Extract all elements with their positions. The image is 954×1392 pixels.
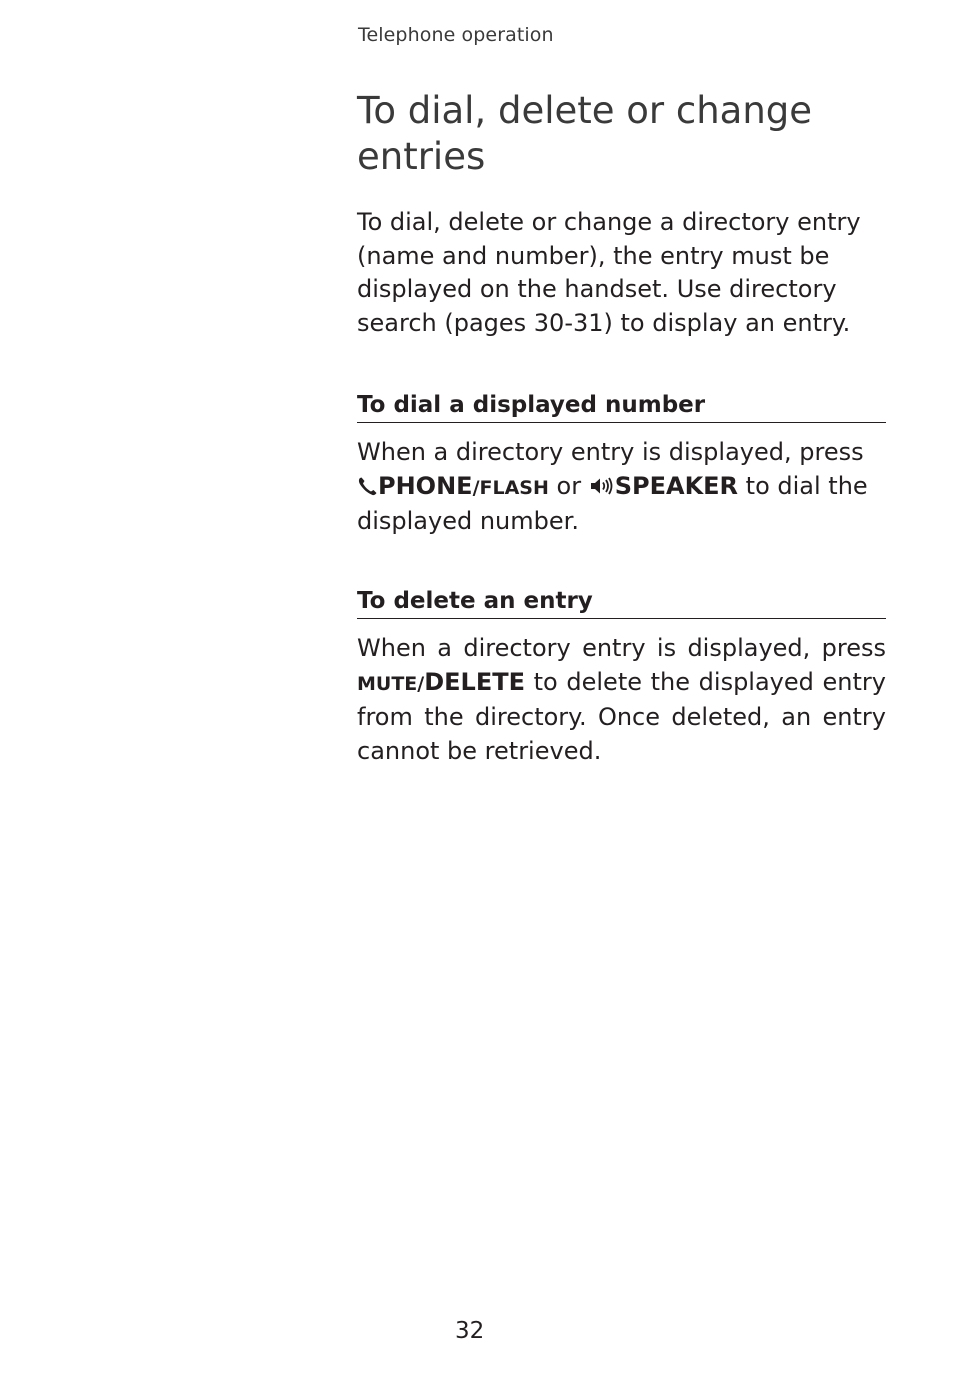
dial-text-after: to dial the displayed number. (357, 471, 868, 535)
section-heading-dial: To dial a displayed number (357, 390, 886, 423)
delete-line-4: cannot be retrieved. (357, 736, 602, 765)
delete-line-3: from the directory. Once deleted, an entry (357, 703, 886, 731)
delete-line-2-rest: to delete the displayed entry (525, 667, 886, 696)
dial-text-or: or (548, 471, 589, 500)
phone-handset-icon (357, 472, 378, 506)
section-body-dial (357, 436, 886, 539)
delete-key-label: DELETE (424, 667, 525, 696)
section-body-delete (357, 632, 886, 768)
dial-text-before: When a directory entry is displayed, press (357, 438, 864, 466)
running-header: Telephone operation (358, 24, 554, 46)
speaker-key-label: SPEAKER (614, 471, 739, 500)
flash-key-label: FLASH (479, 476, 549, 499)
delete-line-1: When a directory entry is displayed, press (357, 634, 886, 662)
phone-key-separator: / (472, 476, 480, 499)
section-heading-delete: To delete an entry (357, 586, 886, 619)
phone-key-label: PHONE (378, 471, 473, 500)
delete-line-2 (357, 666, 886, 702)
page-number: 32 (455, 1318, 485, 1344)
speaker-icon (589, 472, 615, 506)
intro-paragraph: To dial, delete or change a directory entry (name and number), the entry must be displayed on the handset. Use directory search (pages 30-31) to display an entry. (357, 208, 861, 337)
page-title: To dial, delete or change entries (357, 89, 813, 178)
mute-key-label: MUTE/ (357, 672, 425, 695)
